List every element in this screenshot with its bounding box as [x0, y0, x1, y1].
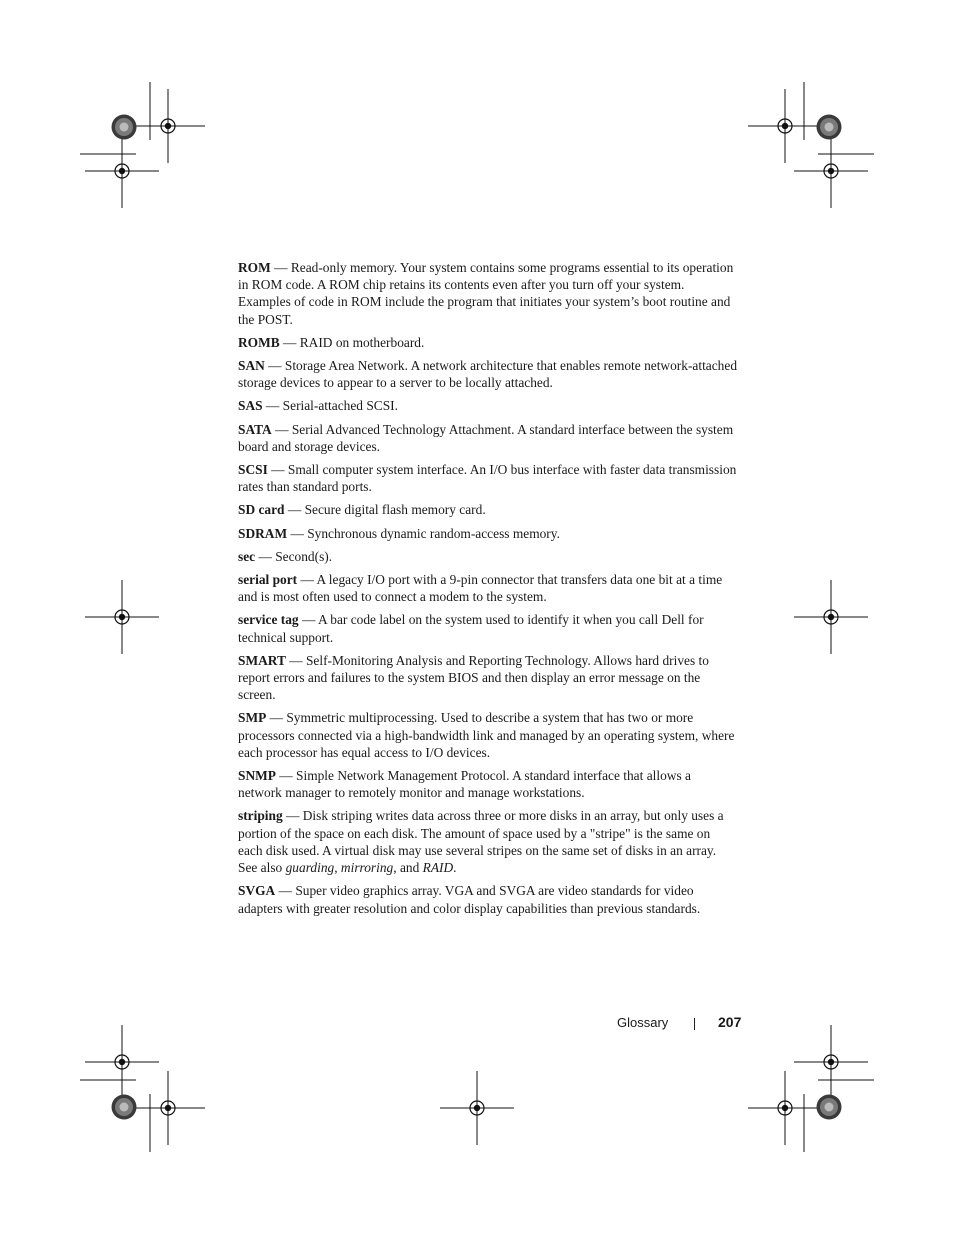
glossary-entry [238, 334, 738, 351]
glossary-term: striping [238, 808, 283, 824]
term-separator: — [284, 502, 305, 518]
glossary-entry [238, 461, 738, 495]
definition-text: A legacy I/O port with a 9-pin connector that transfers data one bit at a time and is most often used to connect a modem to the system. [238, 572, 723, 605]
term-separator: — [298, 612, 318, 628]
glossary-entry [238, 709, 738, 761]
glossary-term: ROMB [238, 334, 280, 350]
definition-text: Disk striping writes data across three or more disks in an array, but only uses a portion of the space on each disk. The amount of space used by a "stripe" is the same on each disk used. A virtual disk may use several stripes on the same set of disks in an array. See also [238, 808, 724, 876]
glossary-list [238, 259, 738, 923]
glossary-term: SNMP [238, 768, 276, 784]
page-number: 207 [718, 1014, 742, 1030]
glossary-entry [238, 882, 738, 916]
glossary-entry [238, 767, 738, 801]
glossary-term: SVGA [238, 883, 276, 899]
term-separator: — [279, 334, 300, 350]
glossary-entry [238, 357, 738, 391]
definition-text: Synchronous dynamic random-access memory. [307, 525, 560, 541]
glossary-entry [238, 259, 738, 328]
footer-section-label: Glossary [617, 1015, 669, 1030]
glossary-term: SMP [238, 710, 267, 726]
cross-reference: RAID [422, 860, 454, 876]
glossary-term: sec [238, 548, 256, 564]
definition-text: Small computer system interface. An I/O bus interface with faster data transmission rates than standard ports. [238, 462, 737, 495]
term-separator: — [297, 572, 317, 588]
definition-text: A bar code label on the system used to identify it when you call Dell for technical support. [238, 612, 704, 645]
glossary-term: SD card [238, 502, 285, 518]
term-separator: — [255, 548, 276, 564]
term-separator: — [275, 883, 296, 899]
definition-text: RAID on motherboard. [299, 334, 425, 350]
term-separator: — [270, 260, 291, 275]
glossary-term: SCSI [238, 462, 268, 478]
definition-text: Serial-attached SCSI. [282, 398, 398, 414]
definition-text: , and [393, 860, 423, 876]
definition-text: Symmetric multiprocessing. Used to describe a system that has two or more processors connected via a high-bandwidth link and managed by an operating system, where each processor has equal access to I/O devices. [238, 710, 735, 760]
term-separator: — [266, 710, 287, 726]
footer-divider [694, 1018, 695, 1030]
glossary-term: ROM [238, 260, 271, 275]
glossary-entry [238, 421, 738, 455]
cross-reference: mirroring [340, 860, 394, 876]
definition-text: Secure digital flash memory card. [304, 502, 486, 518]
glossary-entry [238, 397, 738, 414]
glossary-term: SATA [238, 421, 272, 437]
term-separator: — [264, 358, 285, 374]
glossary-term: SDRAM [238, 525, 288, 541]
term-separator: — [282, 808, 303, 824]
glossary-term: serial port [238, 572, 298, 588]
cross-reference: guarding [285, 860, 335, 876]
definition-text: . [453, 860, 457, 876]
glossary-entry [238, 807, 738, 876]
term-separator: — [262, 398, 283, 414]
glossary-entry [238, 571, 738, 605]
glossary-entry [238, 652, 738, 704]
definition-text: Super video graphics array. VGA and SVGA are video standards for video adapters with greater resolution and color display capabilities than previous standards. [238, 883, 701, 916]
term-separator: — [285, 652, 306, 668]
glossary-entry [238, 525, 738, 542]
glossary-entry [238, 501, 738, 518]
glossary-term: service tag [238, 612, 299, 628]
glossary-entry [238, 548, 738, 565]
glossary-term: SAN [238, 358, 265, 374]
glossary-entry [238, 611, 738, 645]
definition-text: Read-only memory. Your system contains some programs essential to its operation in ROM code. A ROM chip retains its contents even after you turn off your system. Examples of code in ROM include the program that initiates your system’s boot routine and the POST. [238, 260, 734, 327]
term-separator: — [271, 421, 292, 437]
term-separator: — [267, 462, 288, 478]
definition-text: , [334, 860, 341, 876]
definition-text: Simple Network Management Protocol. A standard interface that allows a network manager to remotely monitor and manage workstations. [238, 768, 691, 801]
definition-text: Storage Area Network. A network architecture that enables remote network-attached storage devices to appear to a server to be locally attached. [238, 358, 738, 391]
glossary-term: SMART [238, 652, 286, 668]
definition-text: Second(s). [275, 548, 333, 564]
definition-text: Serial Advanced Technology Attachment. A standard interface between the system board and storage devices. [238, 421, 734, 454]
glossary-term: SAS [238, 398, 263, 414]
term-separator: — [275, 768, 297, 784]
term-separator: — [287, 525, 308, 541]
definition-text: Self-Monitoring Analysis and Reporting Technology. Allows hard drives to report errors and failures to the system BIOS and then display an error message on the screen. [238, 652, 709, 703]
